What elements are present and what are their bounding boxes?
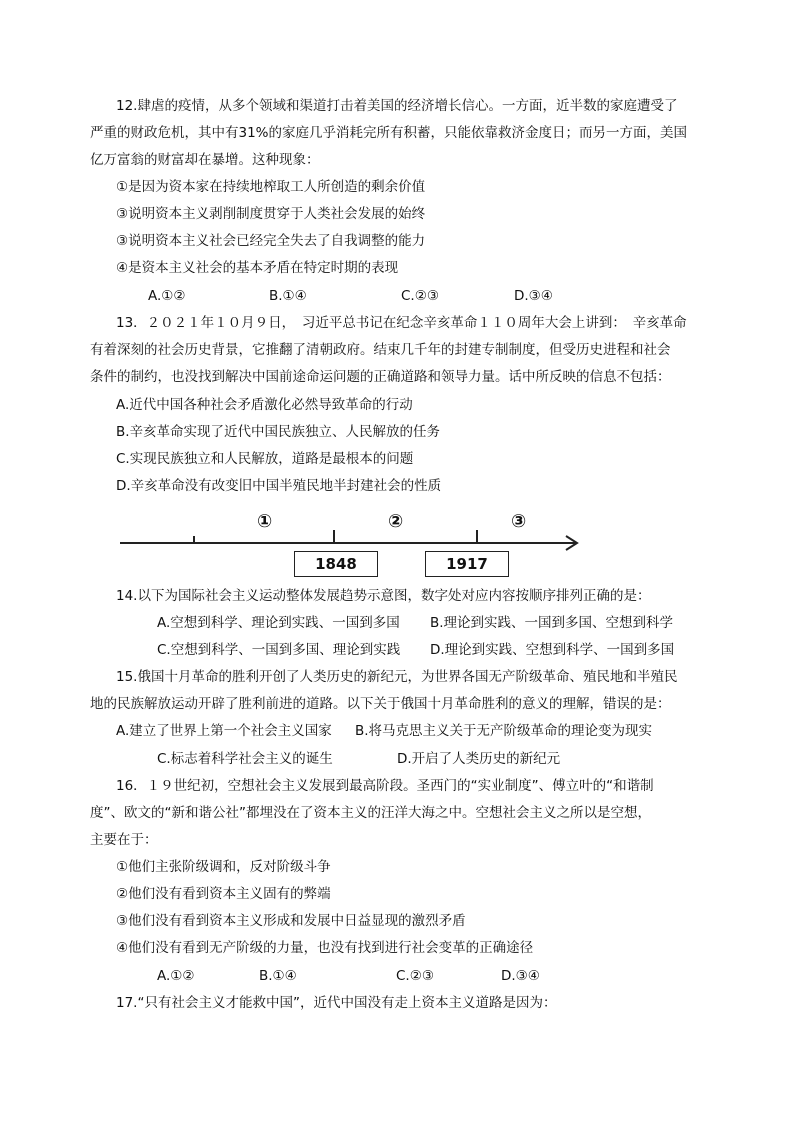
q16-item-2: ②他们没有看到资本主义固有的弊端 [116,886,331,902]
q12-item-2: ③说明资本主义剥削制度贯穿于人类社会发展的始终 [116,206,426,222]
q16-stem-line-3: 主要在于： [90,832,158,848]
q12-option-b[interactable]: B.①④ [269,288,307,304]
q13-stem-line-1: 13．２０２１年１０月９日， 习近平总书记在纪念辛亥革命１１０周年大会上讲到： 辛亥革命 [116,315,687,331]
timeline-label-2: ② [388,511,404,532]
q17-stem: 17.“只有社会主义才能救中国”，近代中国没有走上资本主义道路是因为： [116,995,557,1011]
q12-stem-line-1: 12.肆虐的疫情，从多个领域和渠道打击着美国的经济增长信心。一方面，近半数的家庭遭受了 [116,98,678,114]
q16-item-1: ①他们主张阶级调和，反对阶级斗争 [116,859,331,875]
q13-option-b[interactable]: B.辛亥革命实现了近代中国民族独立、人民解放的任务 [116,424,441,440]
q15-stem-line-1: 15.俄国十月革命的胜利开创了人类历史的新纪元，为世界各国无产阶级革命、殖民地和半殖民 [116,669,678,685]
q13-option-c[interactable]: C.实现民族独立和人民解放，道路是最根本的问题 [116,451,414,467]
q15-option-a[interactable]: A.建立了世界上第一个社会主义国家 [116,723,332,739]
q13-stem-line-2: 有着深刻的社会历史背景，它推翻了清朝政府。结束几千年的封建专制制度，但受历史进程和社会 [90,342,671,358]
q15-option-c[interactable]: C.标志着科学社会主义的诞生 [157,751,333,767]
q12-option-a[interactable]: A.①② [148,288,186,304]
q12-item-1: ①是因为资本家在持续地榨取工人所创造的剩余价值 [116,179,426,195]
q15-option-b[interactable]: B.将马克思主义关于无产阶级革命的理论变为现实 [355,723,653,739]
q16-item-4: ④他们没有看到无产阶级的力量，也没有找到进行社会变革的正确途径 [116,940,534,956]
q14-option-c[interactable]: C.空想到科学、一国到多国、理论到实践 [157,642,401,658]
q13-option-a[interactable]: A.近代中国各种社会矛盾激化必然导致革命的行动 [116,397,413,413]
q14-option-b[interactable]: B.理论到实践、一国到多国、空想到科学 [430,615,674,631]
q14-option-d[interactable]: D.理论到实践、空想到科学、一国到多国 [430,642,675,658]
timeline-year-1848: 1848 [294,551,378,577]
q12-stem-line-2: 严重的财政危机，其中有31%的家庭几乎消耗完所有积蓄，只能依靠救济金度日；而另一方面，美国 [90,125,688,141]
q12-stem-line-3: 亿万富翁的财富却在暴增。这种现象： [90,152,320,168]
q16-option-b[interactable]: B.①④ [259,968,297,984]
q16-option-d[interactable]: D.③④ [501,968,540,984]
q16-stem-line-2: 度”、欧文的“新和谐公社”都埋没在了资本主义的汪洋大海之中。空想社会主义之所以是空想， [90,805,651,821]
q16-option-c[interactable]: C.②③ [396,968,434,984]
q14-option-a[interactable]: A.空想到科学、理论到实践、一国到多国 [157,615,400,631]
q13-option-d[interactable]: D.辛亥革命没有改变旧中国半殖民地半封建社会的性质 [116,478,442,494]
q12-item-4: ④是资本主义社会的基本矛盾在特定时期的表现 [116,260,399,276]
q15-option-d[interactable]: D.开启了人类历史的新纪元 [397,751,561,767]
q12-option-c[interactable]: C.②③ [401,288,439,304]
q14-stem: 14.以下为国际社会主义运动整体发展趋势示意图，数字处对应内容按顺序排列正确的是： [116,588,651,604]
q16-option-a[interactable]: A.①② [157,968,195,984]
q16-item-3: ③他们没有看到资本主义形成和发展中日益显现的激烈矛盾 [116,913,466,929]
timeline-year-1917: 1917 [425,551,509,577]
q13-stem-line-3: 条件的制约，也没找到解决中国前途命运问题的正确道路和领导力量。话中所反映的信息不包括： [90,369,671,385]
q15-stem-line-2: 地的民族解放运动开辟了胜利前进的道路。以下关于俄国十月革命胜利的意义的理解，错误的是： [90,696,671,712]
q12-option-d[interactable]: D.③④ [514,288,553,304]
q12-item-3: ③说明资本主义社会已经完全失去了自我调整的能力 [116,233,426,249]
socialism-timeline [114,510,594,582]
timeline-label-1: ① [257,511,273,532]
timeline-label-3: ③ [511,511,527,532]
q16-stem-line-1: 16．１９世纪初，空想社会主义发展到最高阶段。圣西门的“实业制度”、傅立叶的“和谐制 [116,778,654,794]
